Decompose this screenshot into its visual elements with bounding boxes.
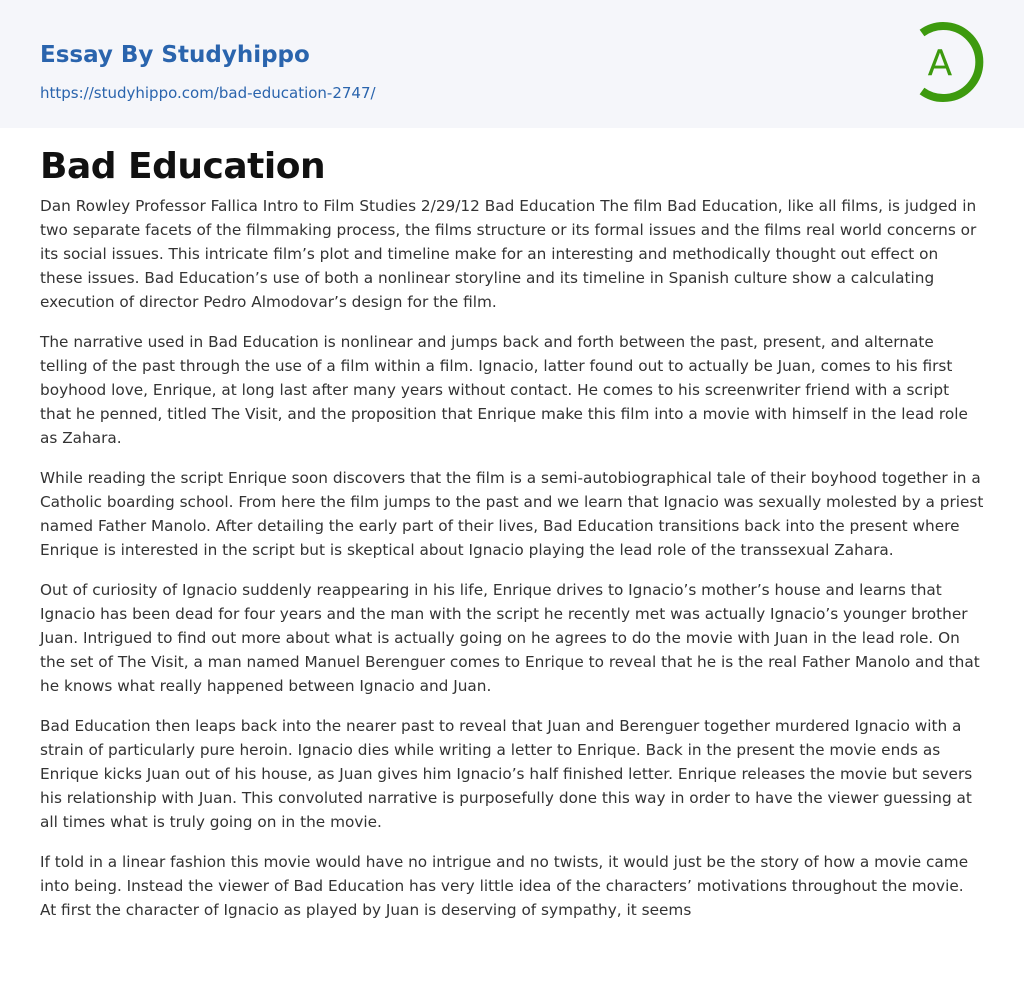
essay-url-link[interactable]: https://studyhippo.com/bad-education-2747/ [40,84,376,102]
paragraph: Dan Rowley Professor Fallica Intro to Film Studies 2/29/12 Bad Education The film Bad Education, like all films, is judged in two separate facets of the filmmaking process, the films structure or its formal issues and the films real world concerns or its social issues. This intricate film’s plot and timeline make for an interesting and methodically thought out effect on these issues. Bad Education’s use of both a nonlinear storyline and its timeline in Spanish culture show a calculating execution of director Pedro Almodovar’s design for the film. [40,197,977,311]
paragraph: Out of curiosity of Ignacio suddenly reappearing in his life, Enrique drives to Ignacio’s mother’s house and learns that Ignacio has been dead for four years and the man with the script he recently met was actually Ignacio’s younger brother Juan. Intrigued to find out more about what is actually going on he agrees to do the movie with Juan in the lead role. On the set of The Visit, a man named Manuel Berenguer comes to Enrique to reveal that he is the real Father Manolo and that he knows what really happened between Ignacio and Juan. [40,581,980,695]
essay-body [40,194,984,938]
page-title: Bad Education [40,146,326,187]
paragraph: The narrative used in Bad Education is nonlinear and jumps back and forth between the past, present, and alternate telling of the past through the use of a film within a film. Ignacio, latter found out to actually be Juan, comes to his first boyhood love, Enrique, at long last after many years without contact. He comes to his screenwriter friend with a script that he penned, titled The Visit, and the proposition that Enrique make this film into a movie with himself in the lead role as Zahara. [40,333,968,447]
paragraph: If told in a linear fashion this movie would have no intrigue and no twists, it would just be the story of how a movie came into being. Instead the viewer of Bad Education has very little idea of the characters’ motivations throughout the movie. At first the character of Ignacio as played by Juan is deserving of sympathy, it seems [40,853,969,919]
studyhippo-logo-icon[interactable] [912,19,986,105]
paragraph: While reading the script Enrique soon discovers that the film is a semi-autobiographical tale of their boyhood together in a Catholic boarding school. From here the film jumps to the past and we learn that Ignacio was sexually molested by a priest named Father Manolo. After detailing the early part of their lives, Bad Education transitions back into the present where Enrique is interested in the script but is skeptical about Ignacio playing the lead role of the transsexual Zahara. [40,469,984,559]
logo-letter: A [927,43,953,84]
brand-title: Essay By Studyhippo [40,42,310,68]
paragraph: Bad Education then leaps back into the nearer past to reveal that Juan and Berenguer together murdered Ignacio with a strain of particularly pure heroin. Ignacio dies while writing a letter to Enrique. Back in the present the movie ends as Enrique kicks Juan out of his house, as Juan gives him Ignacio’s half finished letter. Enrique releases the movie but severs his relationship with Juan. This convoluted narrative is purposefully done this way in order to have the viewer guessing at all times what is truly going on in the movie. [40,717,973,831]
